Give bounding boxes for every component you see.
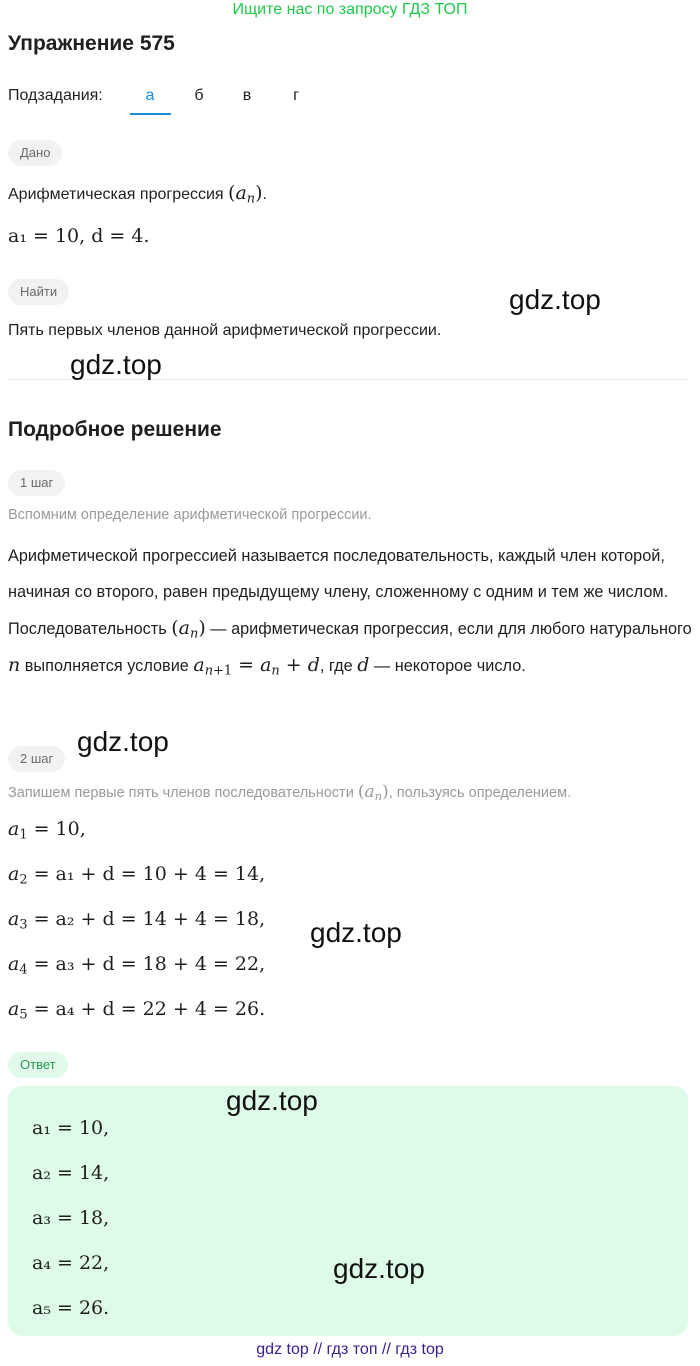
answer-chip: Ответ (8, 1052, 68, 1078)
tab-subtask-v[interactable]: в (242, 87, 252, 104)
given-chip: Дано (8, 140, 62, 166)
step2-chip: 2 шаг (8, 746, 65, 772)
step1-text-1: Арифметической прогрессией называется последовательность, каждый член которой, начиная со второго, равен предыдущему члену, сложенному с одним и тем же числом. Последовательность (8, 547, 669, 638)
page-title: Упражнение 575 (8, 32, 175, 55)
step2-line-3: $a_3 = a_2 + d = 14 + 4 = 18$, (8, 908, 266, 933)
solution-heading: Подробное решение (8, 418, 222, 441)
step1-hint: Вспомним определение арифметической прогрессии. (8, 507, 372, 523)
tab-subtask-g[interactable]: г (293, 87, 299, 104)
find-text: Пять первых членов данной арифметической прогрессии. (8, 322, 442, 339)
watermark: gdz.top (310, 917, 402, 948)
watermark: gdz.top (226, 1085, 318, 1116)
watermark: gdz.top (509, 284, 601, 315)
given-values: a₁ = 10, d = 4. (8, 225, 150, 247)
step1-chip: 1 шаг (8, 470, 65, 496)
step2-line-5: $a_5 = a_4 + d = 22 + 4 = 26$. (8, 998, 266, 1023)
step2-line-1: $a_1 = 10$, (8, 818, 86, 843)
step1-d-symbol: d (357, 654, 370, 676)
answer-line-2: a₂ = 14, (32, 1162, 110, 1184)
step1-paragraph (8, 538, 693, 684)
subtasks-label: Подзадания: (8, 87, 103, 104)
tab-subtask-b[interactable]: б (194, 87, 204, 104)
step1-progression: $(a_n)$ (171, 617, 206, 642)
watermark: gdz.top (70, 349, 162, 380)
given-text-label: Арифметическая прогрессия (8, 186, 224, 203)
step1-text-5: — некоторое число. (373, 657, 526, 675)
step1-text-3: выполняется условие (24, 657, 189, 675)
footer-links[interactable]: gdz top // гдз топ // гдз top (256, 1341, 444, 1358)
step1-text-4: , где (319, 657, 353, 675)
step2-line-2: $a_2 = a_1 + d = 10 + 4 = 14$, (8, 863, 266, 888)
active-tab-indicator (130, 113, 171, 115)
answer-line-4: a₄ = 22, (32, 1252, 110, 1274)
step2-hint-a: Запишем первые пять членов последовательности (8, 785, 354, 801)
step2-hint (8, 782, 571, 802)
watermark: gdz.top (77, 726, 169, 757)
answer-line-3: a₃ = 18, (32, 1207, 110, 1229)
step1-condition: $a_{n+1} = a_n + d$ (193, 654, 320, 679)
step1-text-2: — арифметическая прогрессия, если для любого натурального (210, 620, 692, 638)
promo-banner: Ищите нас по запросу ГДЗ ТОП (232, 1, 468, 18)
step1-n-symbol: n (8, 654, 21, 676)
given-text: Арифметическая прогрессия $(a_n)$. (8, 182, 267, 207)
given-progression-index: n (246, 191, 256, 207)
given-progression: $(a_n)$ (228, 182, 263, 207)
find-chip: Найти (8, 279, 69, 305)
tab-subtask-a[interactable]: а (145, 87, 155, 104)
answer-line-5: a₅ = 26. (32, 1297, 110, 1319)
answer-line-1: a₁ = 10, (32, 1117, 110, 1139)
watermark: gdz.top (333, 1253, 425, 1284)
step2-progression: $(a_n)$ (357, 782, 389, 804)
given-progression-letter: a (235, 182, 247, 204)
answer-box (8, 1086, 688, 1336)
step2-hint-b: , пользуясь определением. (388, 785, 572, 801)
step2-line-4: $a_4 = a_3 + d = 18 + 4 = 22$, (8, 953, 266, 978)
